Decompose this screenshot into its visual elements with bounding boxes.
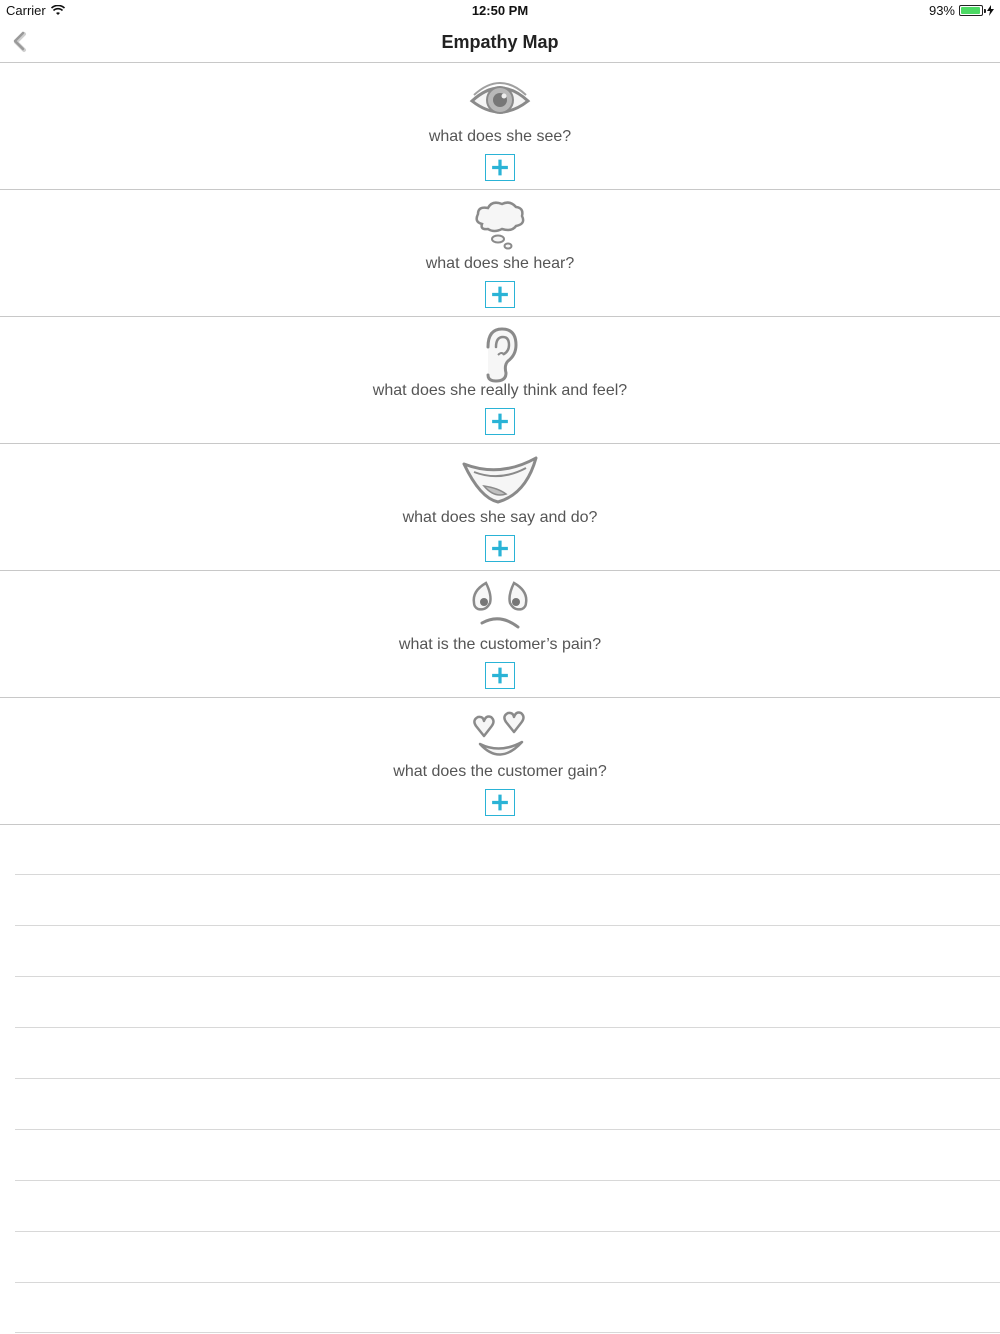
section-say-do — [0, 444, 1000, 571]
ear-icon — [460, 321, 540, 387]
empty-row-separator — [15, 1129, 1000, 1130]
add-hear-button[interactable] — [485, 281, 515, 308]
plus-icon — [486, 790, 514, 815]
battery-cap — [984, 9, 986, 13]
plus-icon — [486, 663, 514, 688]
empty-row-separator — [15, 1231, 1000, 1232]
empty-row-separator — [15, 874, 1000, 875]
section-hear — [0, 190, 1000, 317]
battery-icon — [959, 5, 983, 16]
section-pain — [0, 571, 1000, 698]
heart-eyes-smile-icon — [460, 702, 540, 768]
sad-face-icon — [460, 575, 540, 641]
battery-fill — [961, 7, 980, 14]
navigation-bar — [0, 22, 1000, 63]
add-say-do-button[interactable] — [485, 535, 515, 562]
section-label: what does she see? — [428, 128, 572, 145]
section-label: what does she really think and feel? — [372, 382, 628, 399]
plus-icon — [486, 409, 514, 434]
section-label: what is the customer’s pain? — [398, 636, 602, 653]
empty-row-separator — [15, 1078, 1000, 1079]
section-think-feel — [0, 317, 1000, 444]
section-label: what does the customer gain? — [393, 763, 607, 780]
empty-row-separator — [15, 976, 1000, 977]
plus-icon — [486, 155, 514, 180]
plus-icon — [486, 536, 514, 561]
section-gain — [0, 698, 1000, 825]
charging-bolt-icon — [987, 5, 994, 16]
section-see — [0, 63, 1000, 190]
page-title: Empathy Map — [441, 32, 559, 52]
battery-percent: 93% — [928, 3, 955, 18]
empty-row-separator — [15, 1282, 1000, 1283]
empty-row-separator — [15, 1180, 1000, 1181]
thought-cloud-icon — [460, 194, 540, 260]
empty-row-separator — [15, 925, 1000, 926]
eye-icon — [460, 67, 540, 133]
status-right — [929, 3, 994, 18]
empty-row-separator — [15, 1332, 1000, 1333]
status-bar — [0, 0, 1000, 22]
add-gain-button[interactable] — [485, 789, 515, 816]
add-pain-button[interactable] — [485, 662, 515, 689]
section-label: what does she say and do? — [402, 509, 598, 526]
add-think-feel-button[interactable] — [485, 408, 515, 435]
carrier-label: Carrier — [6, 3, 46, 18]
mouth-icon — [460, 448, 540, 514]
add-see-button[interactable] — [485, 154, 515, 181]
section-label: what does she hear? — [425, 255, 575, 272]
plus-icon — [486, 282, 514, 307]
empty-row-separator — [15, 1027, 1000, 1028]
status-time: 12:50 PM — [471, 3, 529, 18]
